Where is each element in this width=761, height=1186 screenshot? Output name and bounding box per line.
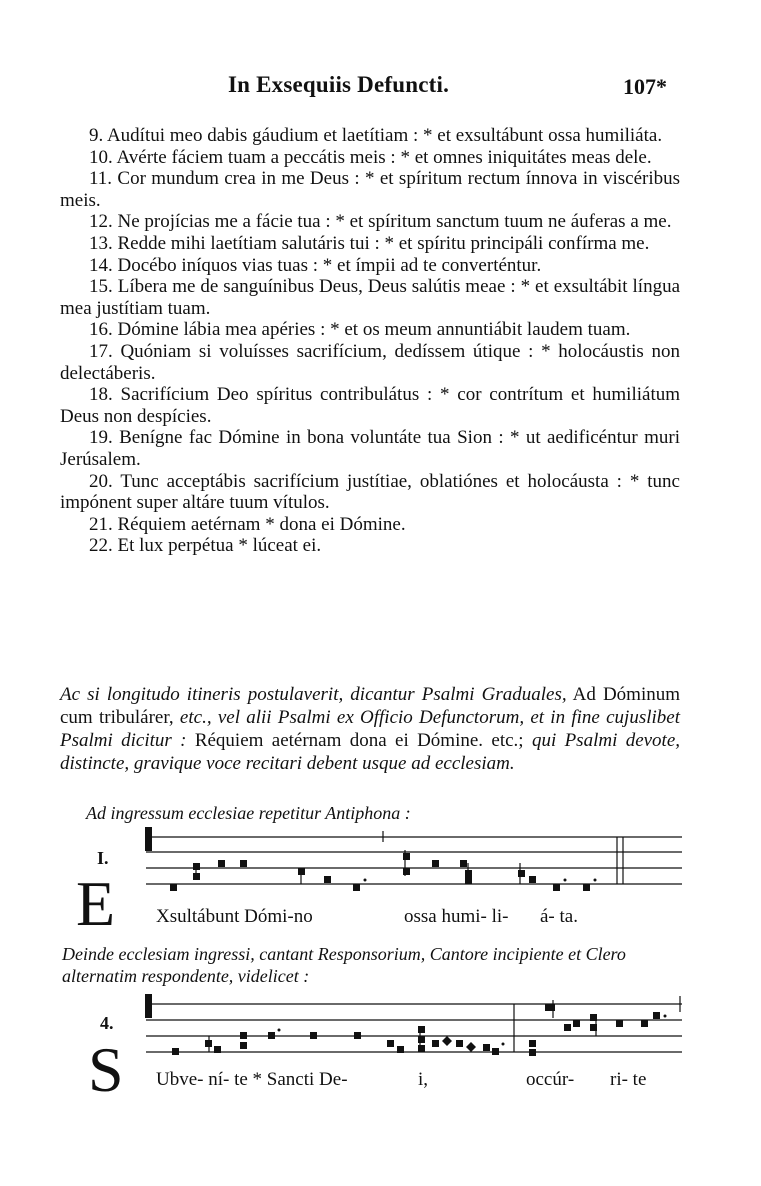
page-number: 107* (623, 74, 667, 99)
chant-lyric: Xsultábunt Dómi-no (156, 906, 313, 927)
verse: 18. Sacrifícium Deo spíritus contribulátus : * cor contrítum et humiliátum Deus non despícies. (60, 384, 680, 427)
verse: 10. Avérte fáciem tuam a peccátis meis : * et omnes iniquitátes meas dele. (89, 146, 652, 168)
mode-number: I. (97, 848, 109, 868)
verse: 13. Redde mihi laetítiam salutáris tui : * et spíritu principáli confírma me. (89, 232, 650, 254)
mode-number: 4. (100, 1013, 114, 1033)
verse: 9. Audítui meo dabis gáudium et laetítiam : * et exsultábunt ossa humiliáta. (89, 125, 663, 146)
verse: 15. Líbera me de sanguínibus Deus, Deus salútis meae : * et exsultábit língua mea justítiam tuam. (60, 276, 681, 319)
verse: 21. Réquiem aetérnam * dona ei Dómine. (89, 513, 406, 535)
chant-lyric: ri- te (610, 1069, 647, 1090)
verse: 20. Tunc acceptábis sacrifícium justítiae, oblatiónes et holocáusta : * tunc impónent super altáre tuum vítulos. (60, 470, 680, 514)
antiphon-rubric: Ad ingressum ecclesiae repetitur Antiphona : (86, 803, 411, 823)
verse: 22. Et lux perpétua * lúceat ei. (89, 535, 322, 557)
verse: 14. Docébo iníquos vias tuas : * et ímpii ad te converténtur. (89, 254, 542, 276)
verse: 12. Ne projícias me a fácie tua : * et spíritum sanctum tuum ne áuferas a me. (89, 211, 672, 233)
initial-letter: S (88, 1034, 124, 1105)
initial-letter: E (76, 868, 116, 939)
rubric-paragraph: Ac si longitudo itineris postulaverit, dicantur Psalmi Graduales, Ad Dóminum cum tribulárer, etc., vel alii Psalmi ex Officio Defunctorum, et in fine cujuslibet Psalmi dicitur : Réquiem aetérnam dona ei Dómine. etc.; qui Psalmi devote, distincte, gravique voce recitari debent usque ad ecclesiam. (60, 684, 681, 774)
chant-lyric: ossa humi- li- (404, 906, 509, 927)
chant-lyric: occúr- (526, 1069, 575, 1090)
chant-lyric: á- ta. (540, 906, 578, 927)
page-title: In Exsequiis Defuncti. (228, 72, 450, 97)
verse: 19. Benígne fac Dómine in bona voluntáte tua Sion : * ut aedificéntur muri Jerúsalem. (60, 427, 680, 470)
chant-lyric: Ubve- ní- te * Sancti De- (156, 1069, 348, 1090)
verse: 16. Dómine lábia mea apéries : * et os meum annuntiábit laudem tuam. (89, 319, 631, 341)
verse: 11. Cor mundum crea in me Deus : * et spíritum rectum ínnova in viscéribus meis. (60, 168, 680, 211)
responsory-rubric: Deinde ecclesiam ingressi, cantant Responsorium, Cantore incipiente et Clero alternatim respondente, videlicet : (62, 944, 626, 986)
chant-lyric: i, (418, 1069, 429, 1090)
verse: 17. Quóniam si voluísses sacrifícium, dedíssem útique : * holocáustis non delectáberis. (60, 340, 680, 384)
